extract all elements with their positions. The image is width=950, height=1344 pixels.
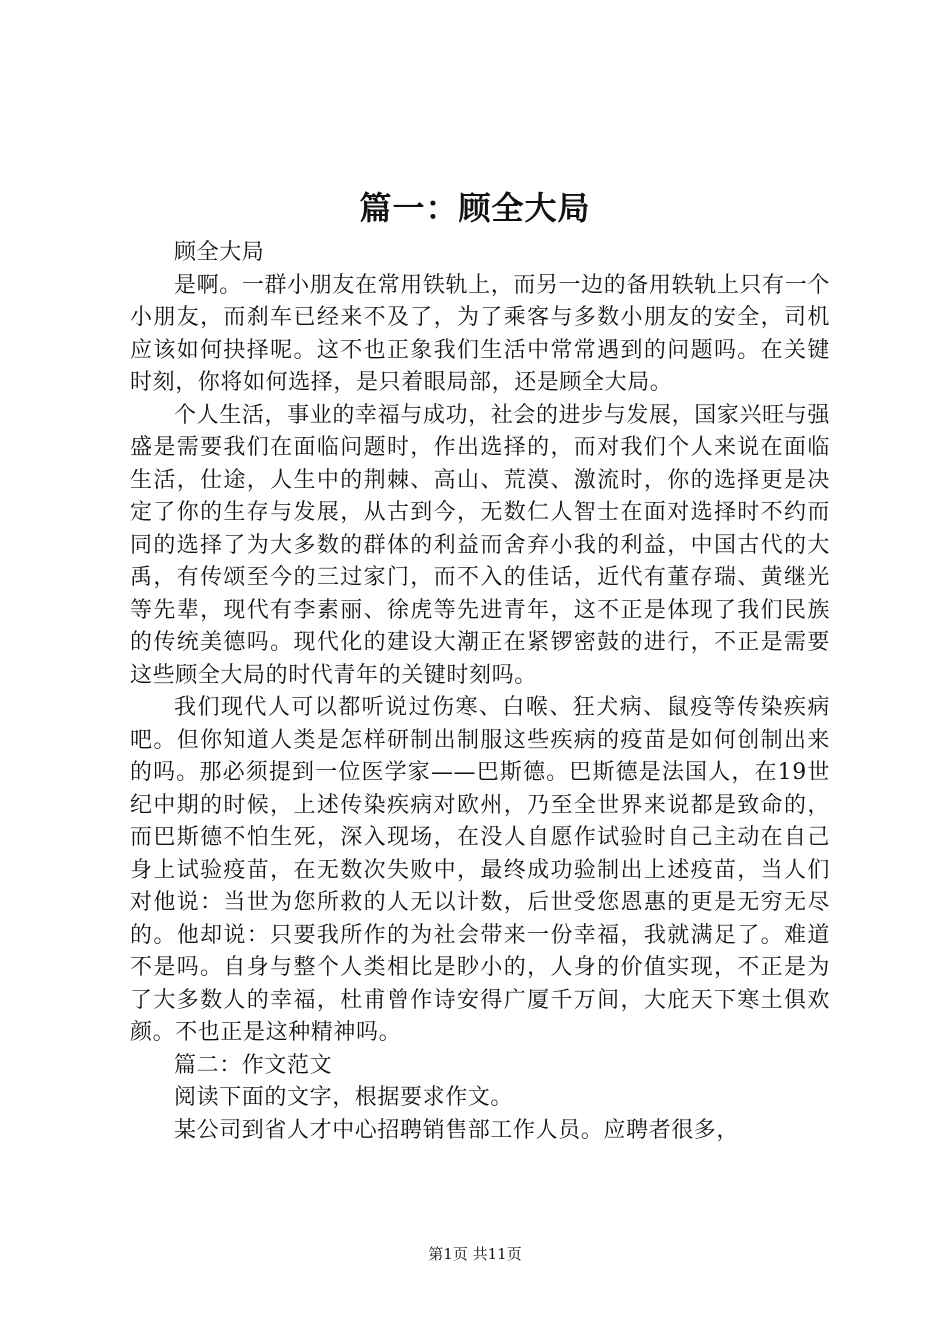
document-body (130, 237, 830, 1147)
paragraph: 阅读下面的文字，根据要求作文。 (174, 1085, 514, 1110)
paragraph: 顾全大局 (174, 240, 265, 265)
paragraph: 是啊。一群小朋友在常用铁轨上，而另一边的备用轶轨上只有一个小朋友，而刹车已经来不及了，为了乘客与多数小朋友的安全，司机应该如何抉择呢。这不也正象我们生活中常常遇到的问题吗。在关键时刻，你将如何选择，是只着眼局部，还是顾全大局。 (130, 272, 830, 395)
paragraph: 个人生活，事业的幸福与成功，社会的进步与发展，国家兴旺与强盛是需要我们在面临问题时，作出选择的，而对我们个人来说在面临生活，仕途，人生中的荆棘、高山、荒漠、激流时，你的选择更是决定了你的生存与发展，从古到今，无数仁人智士在面对选择时不约而同的选择了为大多数的群体的利益而舍弃小我的利益，中国古代的大禹，有传颂至今的三过家门，而不入的佳话，近代有董存瑞、黄继光等先辈，现代有李素丽、徐虎等先进青年，这不正是体现了我们民族的传统美德吗。现代化的建设大潮正在紧锣密鼓的进行，不正是需要这些顾全大局的时代青年的关键时刻吗。 (130, 402, 830, 688)
paragraph: 某公司到省人才中心招聘销售部工作人员。应聘者很多， (174, 1117, 740, 1143)
page-number-footer: 第1页 共11页 (428, 1245, 522, 1263)
section-heading: 篇二：作文范文 (174, 1052, 333, 1078)
paragraph: 我们现代人可以都听说过伤寒、白喉、狂犬病、鼠疫等传染疾病吧。但你知道人类是怎样研制出制服这些疾病的疫苗是如何创制出来的吗。那必须提到一位医学家——巴斯德。巴斯德是法国人，在19世纪中期的时候，上述传染疾病对欧州，乃至全世界来说都是致命的，而巴斯德不怕生死，深入现场，在没人自愿作试验时自己主动在自己身上试验疫苗，在无数次失败中，最终成功验制出上述疫苗，当人们对他说：当世为您所救的人无以计数，后世受您恩惠的更是无穷无尽的。他却说：只要我所作的为社会带来一份幸福，我就满足了。难道不是吗。自身与整个人类相比是眇小的，人身的价值实现，不正是为了大多数人的幸福，杜甫曾作诗安得广厦千万间，大庇天下寒土俱欢颜。不也正是这种精神吗。 (130, 695, 830, 1045)
document-title: 篇一：顾全大局 (359, 189, 591, 227)
